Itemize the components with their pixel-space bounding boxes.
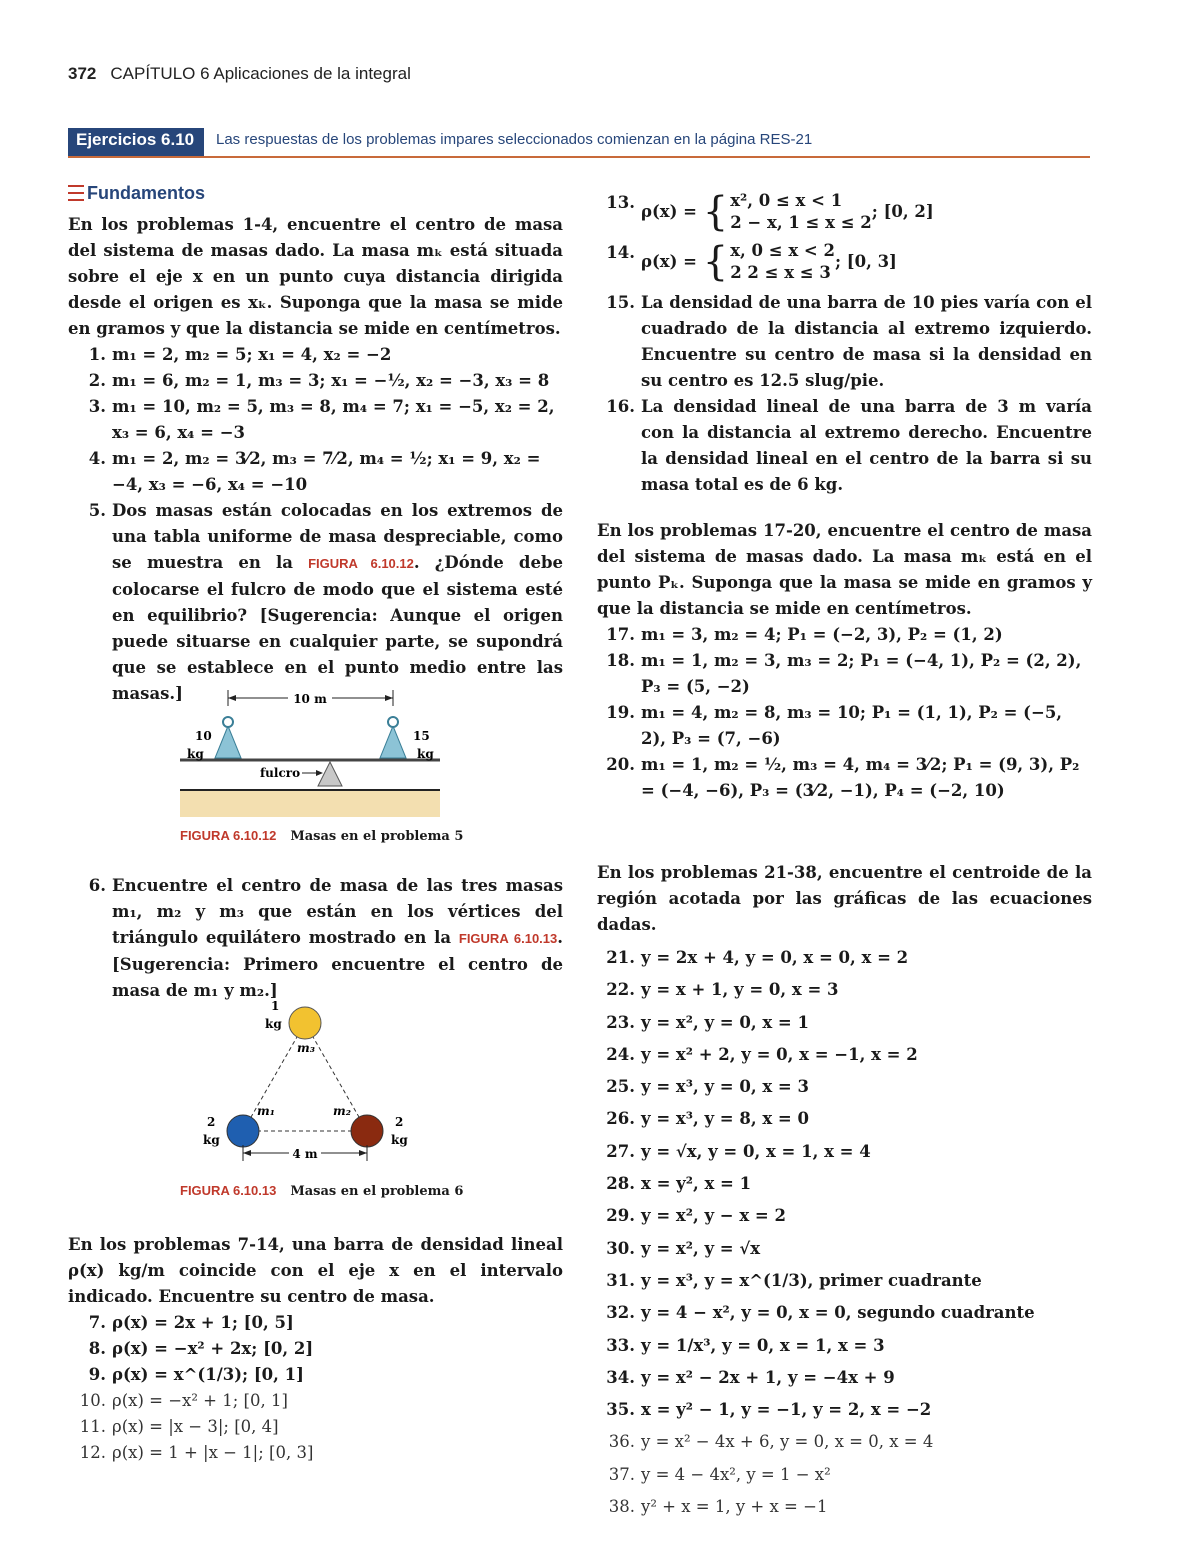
problem-25: 25. y = x³, y = 0, x = 3 bbox=[606, 1077, 809, 1097]
left-mass-shape bbox=[215, 726, 241, 758]
problem-16: 16. La densidad lineal de una barra de 3 m varía con la distancia al extremo derecho. Encuentre la densidad lineal en el centro de la barra si su masa total es de 6 kg. bbox=[606, 397, 1092, 494]
problem-2: 2. m₁ = 6, m₂ = 1, m₃ = 3; x₁ = −½, x₂ = −3, x₃ = 8 bbox=[88, 371, 550, 390]
exercises-note: Las respuestas de los problemas impares seleccionados comienzan en la página RES-21 bbox=[216, 131, 813, 148]
fulcrum-label: fulcro bbox=[260, 766, 301, 780]
right-column bbox=[597, 190, 1092, 498]
svg-text:kg: kg bbox=[417, 747, 434, 761]
problem-32: 32. y = 4 − x², y = 0, x = 0, segundo cuadrante bbox=[606, 1303, 1035, 1323]
svg-text:10: 10 bbox=[195, 729, 212, 743]
problem-35: 35. x = y² − 1, y = −1, y = 2, x = −2 bbox=[606, 1400, 932, 1420]
svg-text:kg: kg bbox=[391, 1133, 408, 1147]
problem-8: 8. ρ(x) = −x² + 2x; [0, 2] bbox=[88, 1339, 314, 1358]
svg-text:kg: kg bbox=[265, 1017, 282, 1031]
fig12-dim: 10 m bbox=[293, 692, 327, 706]
problem-17: 17. m₁ = 3, m₂ = 4; P₁ = (−2, 3), P₂ = (1, 2) bbox=[606, 625, 1003, 644]
mass-1-circle bbox=[227, 1115, 259, 1147]
problem-21: 21. y = 2x + 4, y = 0, x = 0, x = 2 bbox=[606, 948, 909, 967]
problem-23: 23. y = x², y = 0, x = 1 bbox=[606, 1012, 809, 1032]
problem-33: 33. y = 1/x³, y = 0, x = 1, x = 3 bbox=[606, 1335, 885, 1355]
figure-6-10-12 bbox=[175, 682, 445, 817]
problem-34: 34. y = x² − 2x + 1, y = −4x + 9 bbox=[606, 1367, 895, 1387]
problem-20: 20. m₁ = 1, m₂ = ½, m₃ = 4, m₄ = 3⁄2; P₁ = (9, 3), P₂ = (−4, −6), P₃ = (3⁄2, −1), P₄ = (−2, 10) bbox=[606, 755, 1080, 800]
svg-text:15: 15 bbox=[413, 729, 430, 743]
problem-4: 4. m₁ = 2, m₂ = 3⁄2, m₃ = 7⁄2, m₄ = ½; x₁ = 9, x₂ = −4, x₃ = −6, x₄ = −10 bbox=[88, 449, 541, 494]
problem-38: 38. y² + x = 1, y + x = −1 bbox=[608, 1497, 828, 1517]
problem-18: 18. m₁ = 1, m₂ = 3, m₃ = 2; P₁ = (−4, 1), P₂ = (2, 2), P₃ = (5, −2) bbox=[606, 651, 1082, 696]
problem-6-block bbox=[68, 873, 563, 1004]
problem-31: 31. y = x³, y = x^(1/3), primer cuadrante bbox=[606, 1270, 982, 1290]
exercises-label: Ejercicios 6.10 bbox=[68, 128, 204, 156]
figure-12-caption: FIGURA 6.10.12 Masas en el problema 5 bbox=[180, 828, 464, 844]
problem-5: 5. Dos masas están colocadas en los extremos de una tabla uniforme de masa despreciable, como se muestra en la FIGURA 6.10.12. ¿Dónde debe colocarse el fulcro de modo que el sistema esté en equilibrio? [Sugerencia: Aunque el origen puede situarse en cualquier parte, se supondrá que se establece en el punto medio entre las masas.] bbox=[88, 501, 563, 703]
problem-3: 3. m₁ = 10, m₂ = 5, m₃ = 8, m₄ = 7; x₁ = −5, x₂ = 2, x₃ = 6, x₄ = −3 bbox=[88, 397, 555, 442]
svg-text:kg: kg bbox=[187, 747, 204, 761]
problem-19: 19. m₁ = 4, m₂ = 8, m₃ = 10; P₁ = (1, 1), P₂ = (−5, 2), P₃ = (7, −6) bbox=[606, 703, 1063, 748]
left-column bbox=[68, 180, 563, 707]
section-heading: Fundamentos bbox=[68, 180, 563, 206]
fulcrum bbox=[318, 762, 342, 786]
problem-10: 10. ρ(x) = −x² + 1; [0, 1] bbox=[79, 1391, 288, 1410]
problem-7: 7. ρ(x) = 2x + 1; [0, 5] bbox=[88, 1313, 294, 1332]
svg-text:1: 1 bbox=[271, 999, 280, 1013]
figure-13-caption: FIGURA 6.10.13 Masas en el problema 6 bbox=[180, 1183, 464, 1199]
page-number: 372 bbox=[68, 64, 97, 83]
problems-21-38-block bbox=[597, 860, 1092, 1523]
figure-ref-13[interactable]: FIGURA 6.10.13 bbox=[458, 931, 558, 946]
problem-30: 30. y = x², y = √x bbox=[606, 1238, 761, 1258]
mass-3-circle bbox=[289, 1007, 321, 1039]
problem-9: 9. ρ(x) = x^(1/3); [0, 1] bbox=[88, 1365, 304, 1384]
svg-text:m₁: m₁ bbox=[257, 1104, 275, 1118]
problem-14: 14. ρ(x) = { x, 0 ≤ x < 2 2 2 ≤ x ≤ 3 ; [0, 3] bbox=[606, 239, 897, 285]
svg-text:m₃: m₃ bbox=[297, 1041, 315, 1055]
problem-29: 29. y = x², y − x = 2 bbox=[606, 1206, 786, 1226]
section-icon bbox=[68, 185, 84, 201]
svg-text:2: 2 bbox=[395, 1115, 404, 1129]
problems-7-12-block bbox=[68, 1232, 563, 1466]
svg-text:m₂: m₂ bbox=[333, 1104, 351, 1118]
right-mass-shape bbox=[380, 726, 406, 758]
exercises-bar bbox=[68, 128, 1090, 158]
chapter-title: CAPÍTULO 6 Aplicaciones de la integral bbox=[110, 64, 411, 83]
problem-6: 6. Encuentre el centro de masa de las tres masas m₁, m₂ y m₃ que están en los vértices del triángulo equilátero mostrado en la FIGURA 6.10.13. [Sugerencia: Primero encuentre el centro de masa de m₁ y m₂.] bbox=[88, 876, 564, 1000]
problem-15: 15. La densidad de una barra de 10 pies varía con el cuadrado de la distancia al extremo izquierdo. Encuentre su centro de masa si la densidad en su centro es 12.5 slug/pie. bbox=[606, 293, 1092, 390]
problem-1: 1. m₁ = 2, m₂ = 5; x₁ = 4, x₂ = −2 bbox=[88, 345, 392, 364]
intro-1-4: En los problemas 1-4, encuentre el centro de masa del sistema de masas dado. La masa mₖ está situada sobre el eje x en un punto cuya distancia dirigida desde el origen es xₖ. Suponga que la masa se mide en gramos y que la distancia se mide en centímetros. bbox=[68, 215, 563, 338]
intro-17-20: En los problemas 17-20, encuentre el centro de masa del sistema de masas dado. La masa mₖ está en el punto Pₖ. Suponga que la masa se mide en gramos y que la distancia se mide en centímetros. bbox=[597, 521, 1092, 618]
problem-24: 24. y = x² + 2, y = 0, x = −1, x = 2 bbox=[606, 1044, 918, 1064]
running-header bbox=[68, 64, 411, 84]
problem-11: 11. ρ(x) = |x − 3|; [0, 4] bbox=[79, 1417, 279, 1436]
intro-21-38: En los problemas 21-38, encuentre el centroide de la región acotada por las gráficas de las ecuaciones dadas. bbox=[597, 863, 1092, 934]
svg-text:4 m: 4 m bbox=[292, 1147, 318, 1161]
svg-text:kg: kg bbox=[203, 1133, 220, 1147]
problem-13: 13. ρ(x) = { x², 0 ≤ x < 1 2 − x, 1 ≤ x ≤ 2 ; [0, 2] bbox=[606, 189, 934, 235]
figure-ref-12[interactable]: FIGURA 6.10.12 bbox=[308, 556, 414, 571]
problem-22: 22. y = x + 1, y = 0, x = 3 bbox=[606, 980, 839, 1000]
problem-26: 26. y = x³, y = 8, x = 0 bbox=[606, 1109, 809, 1129]
figure-6-10-13 bbox=[195, 995, 425, 1173]
ground bbox=[180, 790, 440, 817]
svg-text:2: 2 bbox=[207, 1115, 216, 1129]
problems-1-4 bbox=[68, 342, 563, 498]
problem-28: 28. x = y², x = 1 bbox=[606, 1174, 752, 1194]
problem-36: 36. y = x² − 4x + 6, y = 0, x = 0, x = 4 bbox=[608, 1432, 934, 1452]
problems-17-20-block bbox=[597, 518, 1092, 804]
problem-12: 12. ρ(x) = 1 + |x − 1|; [0, 3] bbox=[79, 1443, 314, 1462]
problem-27: 27. y = √x, y = 0, x = 1, x = 4 bbox=[606, 1141, 871, 1161]
intro-7-14: En los problemas 7-14, una barra de densidad lineal ρ(x) kg/m coincide con el eje x en el intervalo indicado. Encuentre su centro de masa. bbox=[68, 1235, 563, 1306]
problem-37: 37. y = 4 − 4x², y = 1 − x² bbox=[608, 1464, 831, 1484]
mass-2-circle bbox=[351, 1115, 383, 1147]
